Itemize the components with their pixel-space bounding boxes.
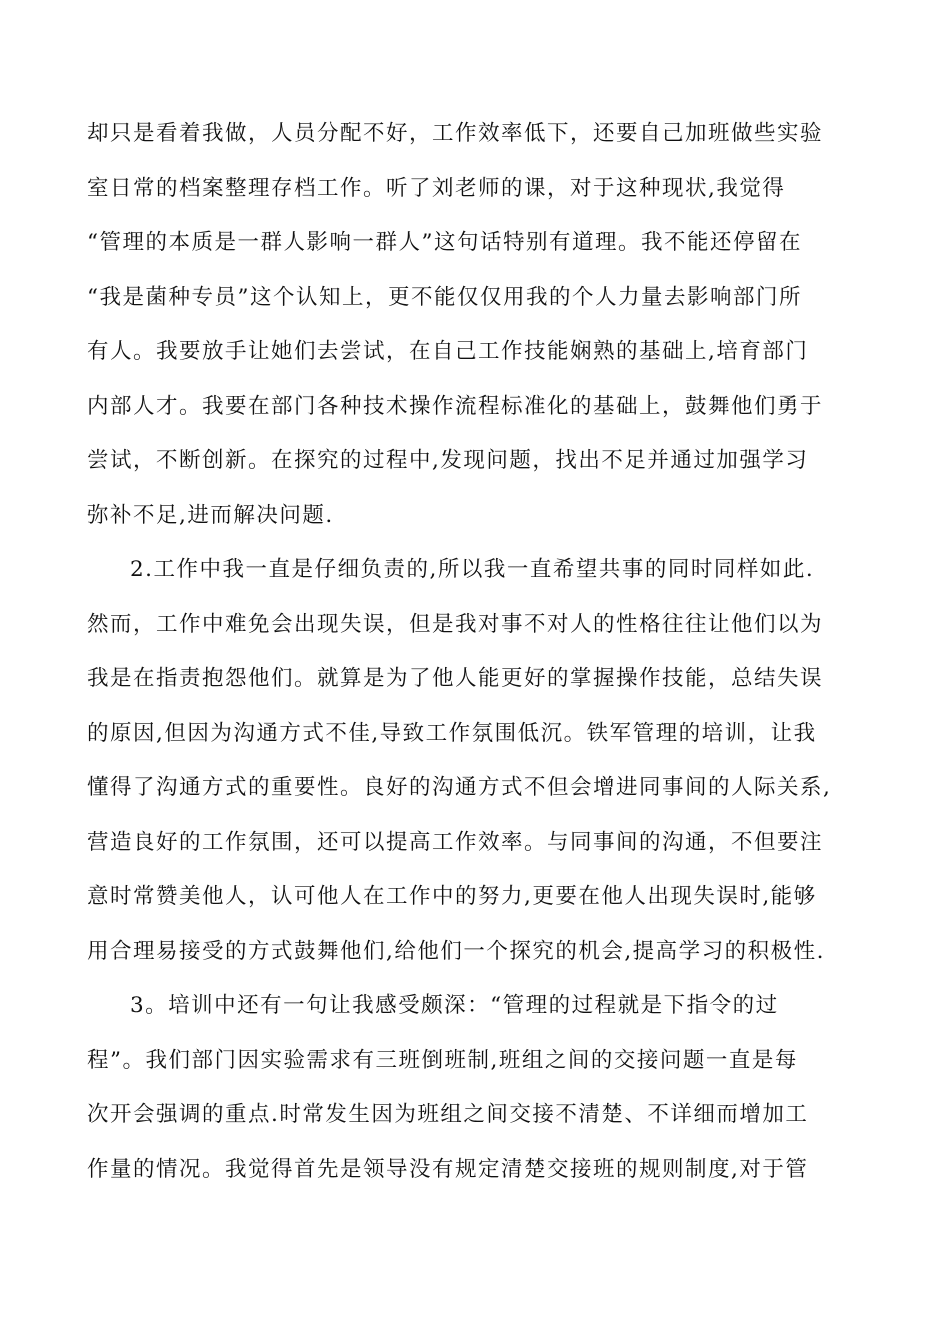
text-line: 作量的情况。我觉得首先是领导没有规定清楚交接班的规则制度,对于管 xyxy=(87,1156,809,1182)
text-line: 却只是看着我做，人员分配不好，工作效率低下，还要自己加班做些实验 xyxy=(87,121,824,146)
text-line: 尝试，不断创新。在探究的过程中,发现问题，找出不足并通过加强学习 xyxy=(87,448,809,473)
text-line: “管理的本质是一群人影响一群人”这句话特别有道理。我不能还停留在 xyxy=(87,230,802,255)
text-line: 3。培训中还有一句让我感受颇深：“管理的过程就是下指令的过 xyxy=(130,993,779,1018)
paragraph-3 xyxy=(87,979,867,1197)
text-line: 懂得了沟通方式的重要性。良好的沟通方式不但会增进同事间的人际关系, xyxy=(87,775,832,800)
text-line: 程”。我们部门因实验需求有三班倒班制,班组之间的交接问题一直是每 xyxy=(87,1047,798,1073)
text-line: 室日常的档案整理存档工作。听了刘老师的课，对于这种现状,我觉得 xyxy=(87,175,786,201)
document-body xyxy=(87,107,867,1197)
text-line: 的原因,但因为沟通方式不佳,导致工作氛围低沉。铁军管理的培训，让我 xyxy=(87,720,817,746)
text-line: 次开会强调的重点.时常发生因为班组之间交接不清楚、不详细而增加工 xyxy=(87,1102,809,1127)
text-line: 用合理易接受的方式鼓舞他们,给他们一个探究的机会,提高学习的积极性. xyxy=(87,938,826,964)
text-line: 营造良好的工作氛围，还可以提高工作效率。与同事间的沟通，不但要注 xyxy=(87,829,824,855)
text-line: 内部人才。我要在部门各种技术操作流程标准化的基础上，鼓舞他们勇于 xyxy=(87,393,824,419)
text-line: 弥补不足,进而解决问题. xyxy=(87,502,334,528)
text-line: 2.工作中我一直是仔细负责的,所以我一直希望共事的同时同样如此. xyxy=(130,557,815,582)
text-line: 有人。我要放手让她们去尝试，在自己工作技能娴熟的基础上,培育部门 xyxy=(87,339,809,364)
text-line: 意时常赞美他人，认可他人在工作中的努力,更要在他人出现失误时,能够 xyxy=(87,884,817,909)
paragraph-2 xyxy=(87,543,867,979)
text-line: 我是在指责抱怨他们。就算是为了他人能更好的掌握操作技能，总结失误 xyxy=(87,666,824,691)
paragraph-1 xyxy=(87,107,867,543)
text-line: 然而，工作中难免会出现失误，但是我对事不对人的性格往往让他们以为 xyxy=(87,611,824,637)
text-line: “我是菌种专员”这个认知上，更不能仅仅用我的个人力量去影响部门所 xyxy=(87,284,802,310)
